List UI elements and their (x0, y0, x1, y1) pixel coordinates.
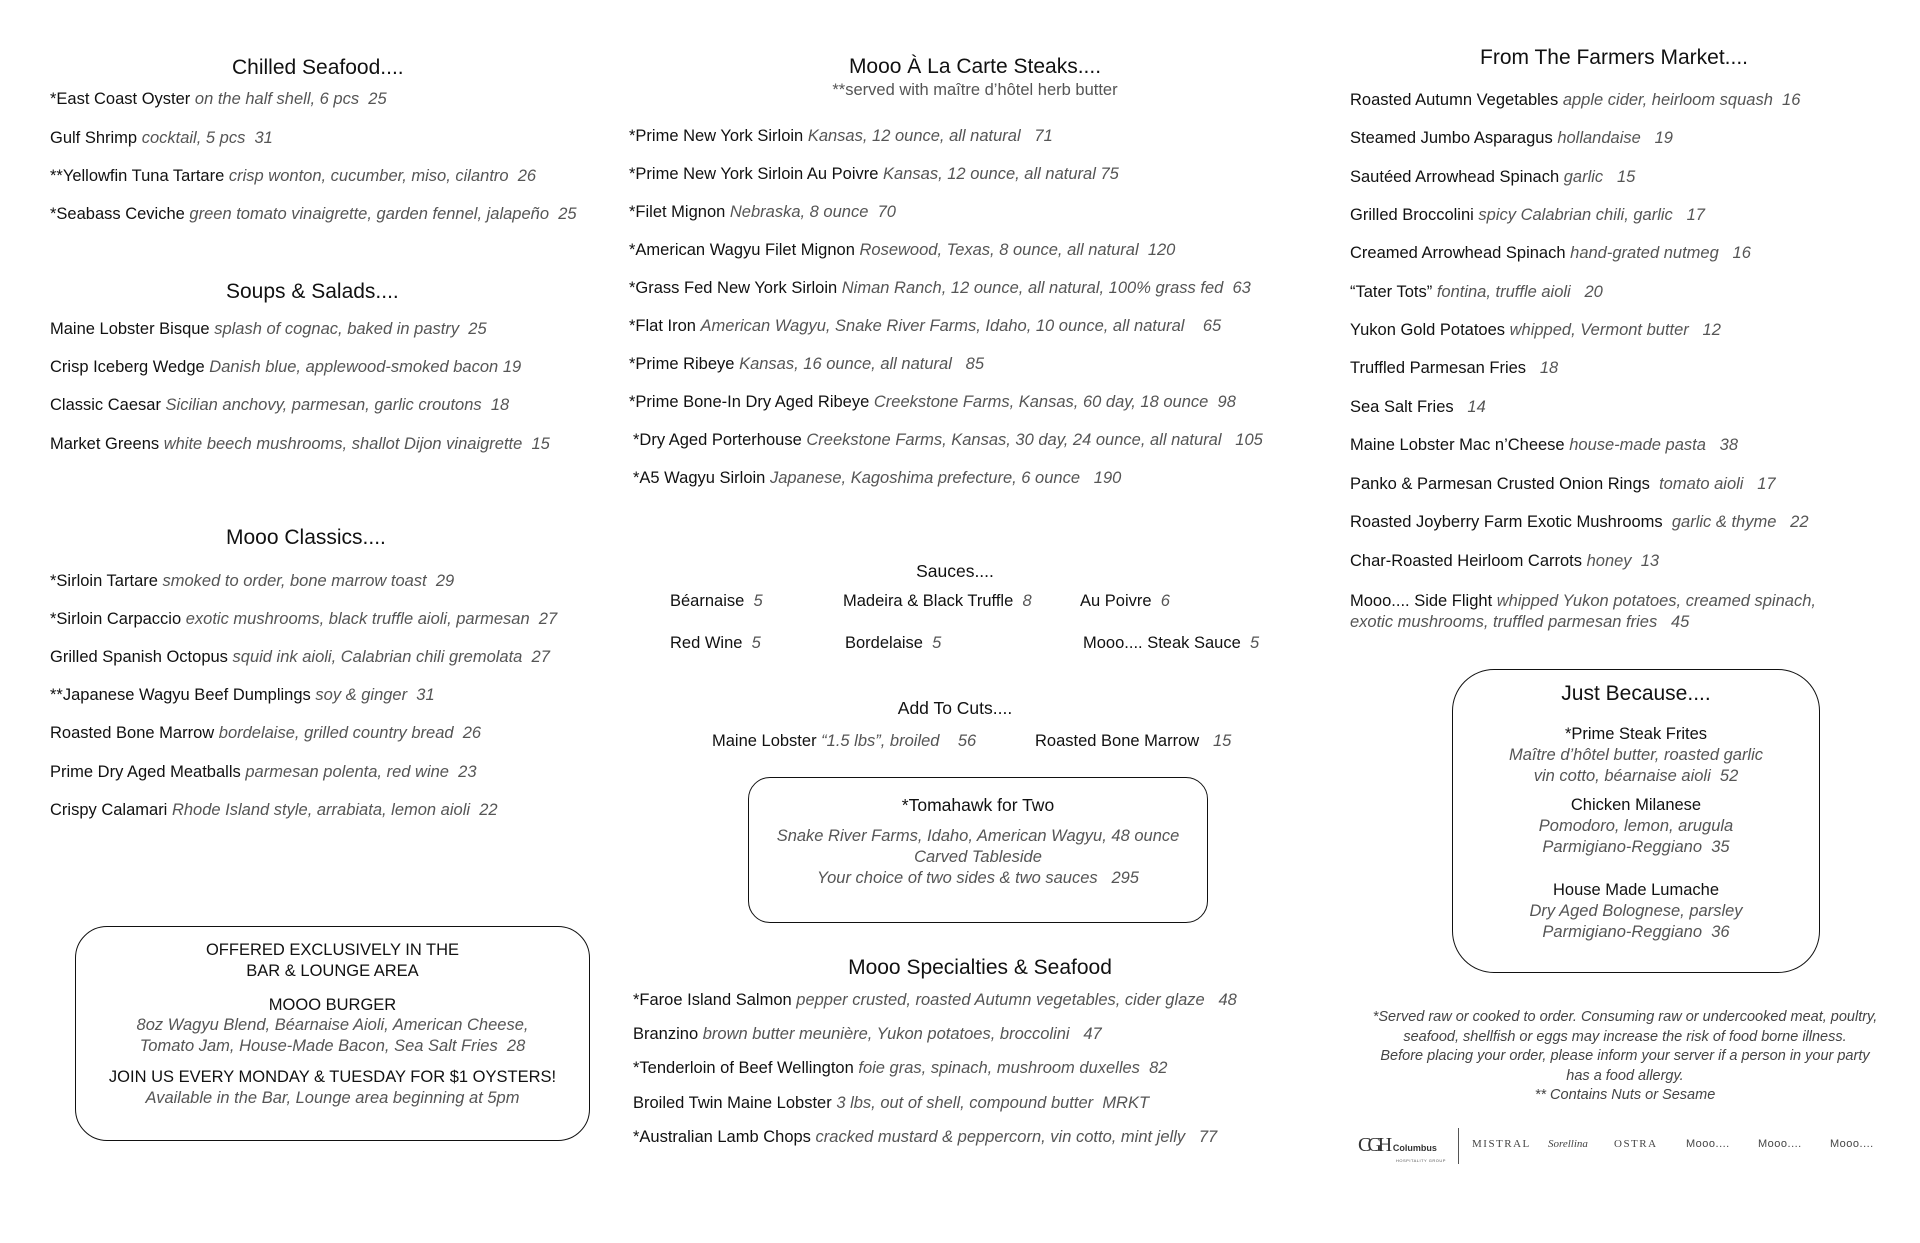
mistral-logo: MISTRAL (1472, 1138, 1531, 1150)
menu-item: Yukon Gold Potatoes whipped, Vermont butter 12 (1350, 321, 1721, 339)
menu-item: Classic Caesar Sicilian anchovy, parmesan, garlic croutons 18 (50, 396, 510, 414)
menu-item: *Tenderloin of Beef Wellington foie gras, spinach, mushroom duxelles 82 (633, 1059, 1168, 1077)
tomahawk-line3: Your choice of two sides & two sauces 295 (817, 869, 1139, 887)
menu-item: Gulf Shrimp cocktail, 5 pcs 31 (50, 129, 273, 147)
just-because-box (1452, 669, 1820, 973)
soups-salads-title: Soups & Salads.... (226, 280, 399, 303)
sauce-item: Au Poivre 6 (1080, 592, 1170, 610)
menu-item: Roasted Joyberry Farm Exotic Mushrooms garlic & thyme 22 (1350, 513, 1809, 531)
cgh-monogram-icon: CGH (1358, 1134, 1389, 1156)
logo-divider (1458, 1128, 1459, 1164)
menu-item: *Filet Mignon Nebraska, 8 ounce 70 (629, 203, 896, 221)
menu-item: Maine Lobster Mac n’Cheese house-made pasta 38 (1350, 436, 1739, 454)
disclaimer-line1: *Served raw or cooked to order. Consuming raw or undercooked meat, poultry, (1372, 1009, 1878, 1025)
ostra-logo: OSTRA (1614, 1138, 1658, 1150)
oyster-promo-sub: Available in the Bar, Lounge area beginning at 5pm (145, 1089, 520, 1107)
menu-item: *Australian Lamb Chops cracked mustard & peppercorn, vin cotto, mint jelly 77 (633, 1128, 1218, 1146)
add-item: Maine Lobster “1.5 lbs”, broiled 56 (712, 732, 977, 750)
sauce-item: Madeira & Black Truffle 8 (843, 592, 1032, 610)
mooo-logo-1: Mooo.... (1686, 1138, 1730, 1150)
menu-item: Sea Salt Fries 14 (1350, 398, 1486, 416)
menu-item: **Japanese Wagyu Beef Dumplings soy & ginger 31 (50, 686, 435, 704)
menu-item: Grilled Spanish Octopus squid ink aioli, Calabrian chili gremolata 27 (50, 648, 550, 666)
specialties-title: Mooo Specialties & Seafood (848, 956, 1112, 979)
milanese-desc1: Pomodoro, lemon, arugula (1538, 817, 1734, 835)
menu-item: “Tater Tots” fontina, truffle aioli 20 (1350, 283, 1603, 301)
steak-frites-desc2: vin cotto, béarnaise aioli 52 (1533, 767, 1739, 785)
disclaimer-line5: ** Contains Nuts or Sesame (1534, 1087, 1716, 1103)
brand-logos (1354, 1128, 1894, 1168)
menu-item: *East Coast Oyster on the half shell, 6 pcs 25 (50, 90, 387, 108)
sorellina-logo: Sorellina (1548, 1138, 1588, 1150)
steaks-subtitle: **served with maître d’hôtel herb butter (832, 81, 1118, 99)
chilled-seafood-title: Chilled Seafood.... (232, 56, 404, 79)
farmers-market-title: From The Farmers Market.... (1480, 46, 1748, 69)
burger-desc-line2: Tomato Jam, House-Made Bacon, Sea Salt Fries 28 (139, 1037, 526, 1055)
tomahawk-title: *Tomahawk for Two (901, 795, 1055, 815)
menu-item: *Faroe Island Salmon pepper crusted, roasted Autumn vegetables, cider glaze 48 (633, 991, 1237, 1009)
menu-item: Panko & Parmesan Crusted Onion Rings tomato aioli 17 (1350, 475, 1776, 493)
lumache-desc1: Dry Aged Bolognese, parsley (1529, 902, 1743, 920)
sauce-item: Red Wine 5 (670, 634, 761, 652)
menu-item: *Flat Iron American Wagyu, Snake River Farms, Idaho, 10 ounce, all natural 65 (629, 317, 1222, 335)
menu-item: Crispy Calamari Rhode Island style, arrabiata, lemon aioli 22 (50, 801, 498, 819)
menu-item: *Seabass Ceviche green tomato vinaigrette, garden fennel, jalapeño 25 (50, 205, 577, 223)
menu-item: **Yellowfin Tuna Tartare crisp wonton, cucumber, miso, cilantro 26 (50, 167, 537, 185)
just-because-title: Just Because.... (1561, 682, 1711, 705)
menu-item: *Sirloin Tartare smoked to order, bone marrow toast 29 (50, 572, 455, 590)
menu-item: Grilled Broccolini spicy Calabrian chili, garlic 17 (1350, 206, 1705, 224)
menu-item: Roasted Bone Marrow bordelaise, grilled country bread 26 (50, 724, 482, 742)
menu-item: *Prime Ribeye Kansas, 16 ounce, all natural 85 (629, 355, 984, 373)
steaks-title: Mooo À La Carte Steaks.... (848, 55, 1102, 78)
oyster-promo: JOIN US EVERY MONDAY & TUESDAY FOR $1 OYSTERS! (108, 1068, 557, 1086)
disclaimer-line3: Before placing your order, please inform your server if a person in your party (1380, 1048, 1870, 1064)
columbus-hospitality-logo (1358, 1134, 1446, 1163)
sauce-item: Bordelaise 5 (845, 634, 942, 652)
hospitality-wordmark: HOSPITALITY GROUP (1396, 1158, 1446, 1163)
menu-item: Market Greens white beech mushrooms, shallot Dijon vinaigrette 15 (50, 435, 550, 453)
menu-item: Char-Roasted Heirloom Carrots honey 13 (1350, 552, 1660, 570)
side-flight-item: Mooo.... Side Flight whipped Yukon potatoes, creamed spinach, (1350, 592, 1816, 610)
menu-item: Sautéed Arrowhead Spinach garlic 15 (1350, 168, 1636, 186)
sauce-item: Mooo.... Steak Sauce 5 (1083, 634, 1260, 652)
menu-item: Roasted Autumn Vegetables apple cider, heirloom squash 16 (1350, 91, 1801, 109)
menu-item: *Dry Aged Porterhouse Creekstone Farms, Kansas, 30 day, 24 ounce, all natural 105 (633, 431, 1263, 449)
menu-item: *Prime New York Sirloin Kansas, 12 ounce, all natural 71 (629, 127, 1053, 145)
lumache-desc2: Parmigiano-Reggiano 36 (1542, 923, 1730, 941)
side-flight-desc: exotic mushrooms, truffled parmesan fries 45 (1350, 613, 1690, 631)
disclaimer-line2: seafood, shellfish or eggs may increase the risk of food borne illness. (1403, 1028, 1847, 1045)
disclaimer (1340, 1008, 1910, 1106)
bar-lounge-box (75, 926, 590, 1141)
milanese-desc2: Parmigiano-Reggiano 35 (1542, 838, 1730, 856)
bar-heading-line1: OFFERED EXCLUSIVELY IN THE (205, 941, 460, 959)
tomahawk-box (748, 777, 1208, 923)
lumache-title: House Made Lumache (1552, 881, 1719, 899)
menu-item: Broiled Twin Maine Lobster 3 lbs, out of shell, compound butter MRKT (633, 1094, 1150, 1112)
disclaimer-line4: has a food allergy. (1566, 1067, 1684, 1084)
menu-item: *Prime New York Sirloin Au Poivre Kansas, 12 ounce, all natural 75 (629, 165, 1119, 183)
tomahawk-line1: Snake River Farms, Idaho, American Wagyu, 48 ounce (776, 827, 1180, 845)
mooo-logo-3: Mooo.... (1830, 1138, 1874, 1150)
menu-item: Prime Dry Aged Meatballs parmesan polenta, red wine 23 (50, 763, 477, 781)
burger-title: MOOO BURGER (268, 996, 397, 1014)
menu-item: Steamed Jumbo Asparagus hollandaise 19 (1350, 129, 1673, 147)
add-to-cuts-title: Add To Cuts.... (897, 698, 1013, 718)
milanese-title: Chicken Milanese (1570, 796, 1702, 814)
menu-item: *American Wagyu Filet Mignon Rosewood, Texas, 8 ounce, all natural 120 (629, 241, 1176, 259)
tomahawk-line2: Carved Tableside (914, 848, 1042, 866)
menu-item: *Grass Fed New York Sirloin Niman Ranch, 12 ounce, all natural, 100% grass fed 63 (629, 279, 1251, 297)
menu-item: *Sirloin Carpaccio exotic mushrooms, black truffle aioli, parmesan 27 (50, 610, 558, 628)
mooo-logo-2: Mooo.... (1758, 1138, 1802, 1150)
steak-frites-title: *Prime Steak Frites (1564, 725, 1708, 743)
menu-item: Crisp Iceberg Wedge Danish blue, applewood-smoked bacon 19 (50, 358, 522, 376)
menu-item: Creamed Arrowhead Spinach hand-grated nutmeg 16 (1350, 244, 1751, 262)
steak-frites-desc1: Maître d’hôtel butter, roasted garlic (1508, 746, 1764, 764)
menu-item: *A5 Wagyu Sirloin Japanese, Kagoshima prefecture, 6 ounce 190 (633, 469, 1122, 487)
sauce-item: Béarnaise 5 (670, 592, 763, 610)
classics-title: Mooo Classics.... (226, 526, 386, 549)
add-item: Roasted Bone Marrow 15 (1035, 732, 1232, 750)
menu-item: Maine Lobster Bisque splash of cognac, baked in pastry 25 (50, 320, 487, 338)
sauces-title: Sauces.... (916, 561, 994, 581)
menu-item: *Prime Bone-In Dry Aged Ribeye Creekstone Farms, Kansas, 60 day, 18 ounce 98 (629, 393, 1236, 411)
menu-item: Truffled Parmesan Fries 18 (1350, 359, 1559, 377)
burger-desc-line1: 8oz Wagyu Blend, Béarnaise Aioli, American Cheese, (136, 1016, 529, 1034)
columbus-wordmark: Columbus (1392, 1143, 1437, 1153)
menu-item: Branzino brown butter meunière, Yukon potatoes, broccolini 47 (633, 1025, 1102, 1043)
bar-heading-line2: BAR & LOUNGE AREA (246, 962, 419, 980)
